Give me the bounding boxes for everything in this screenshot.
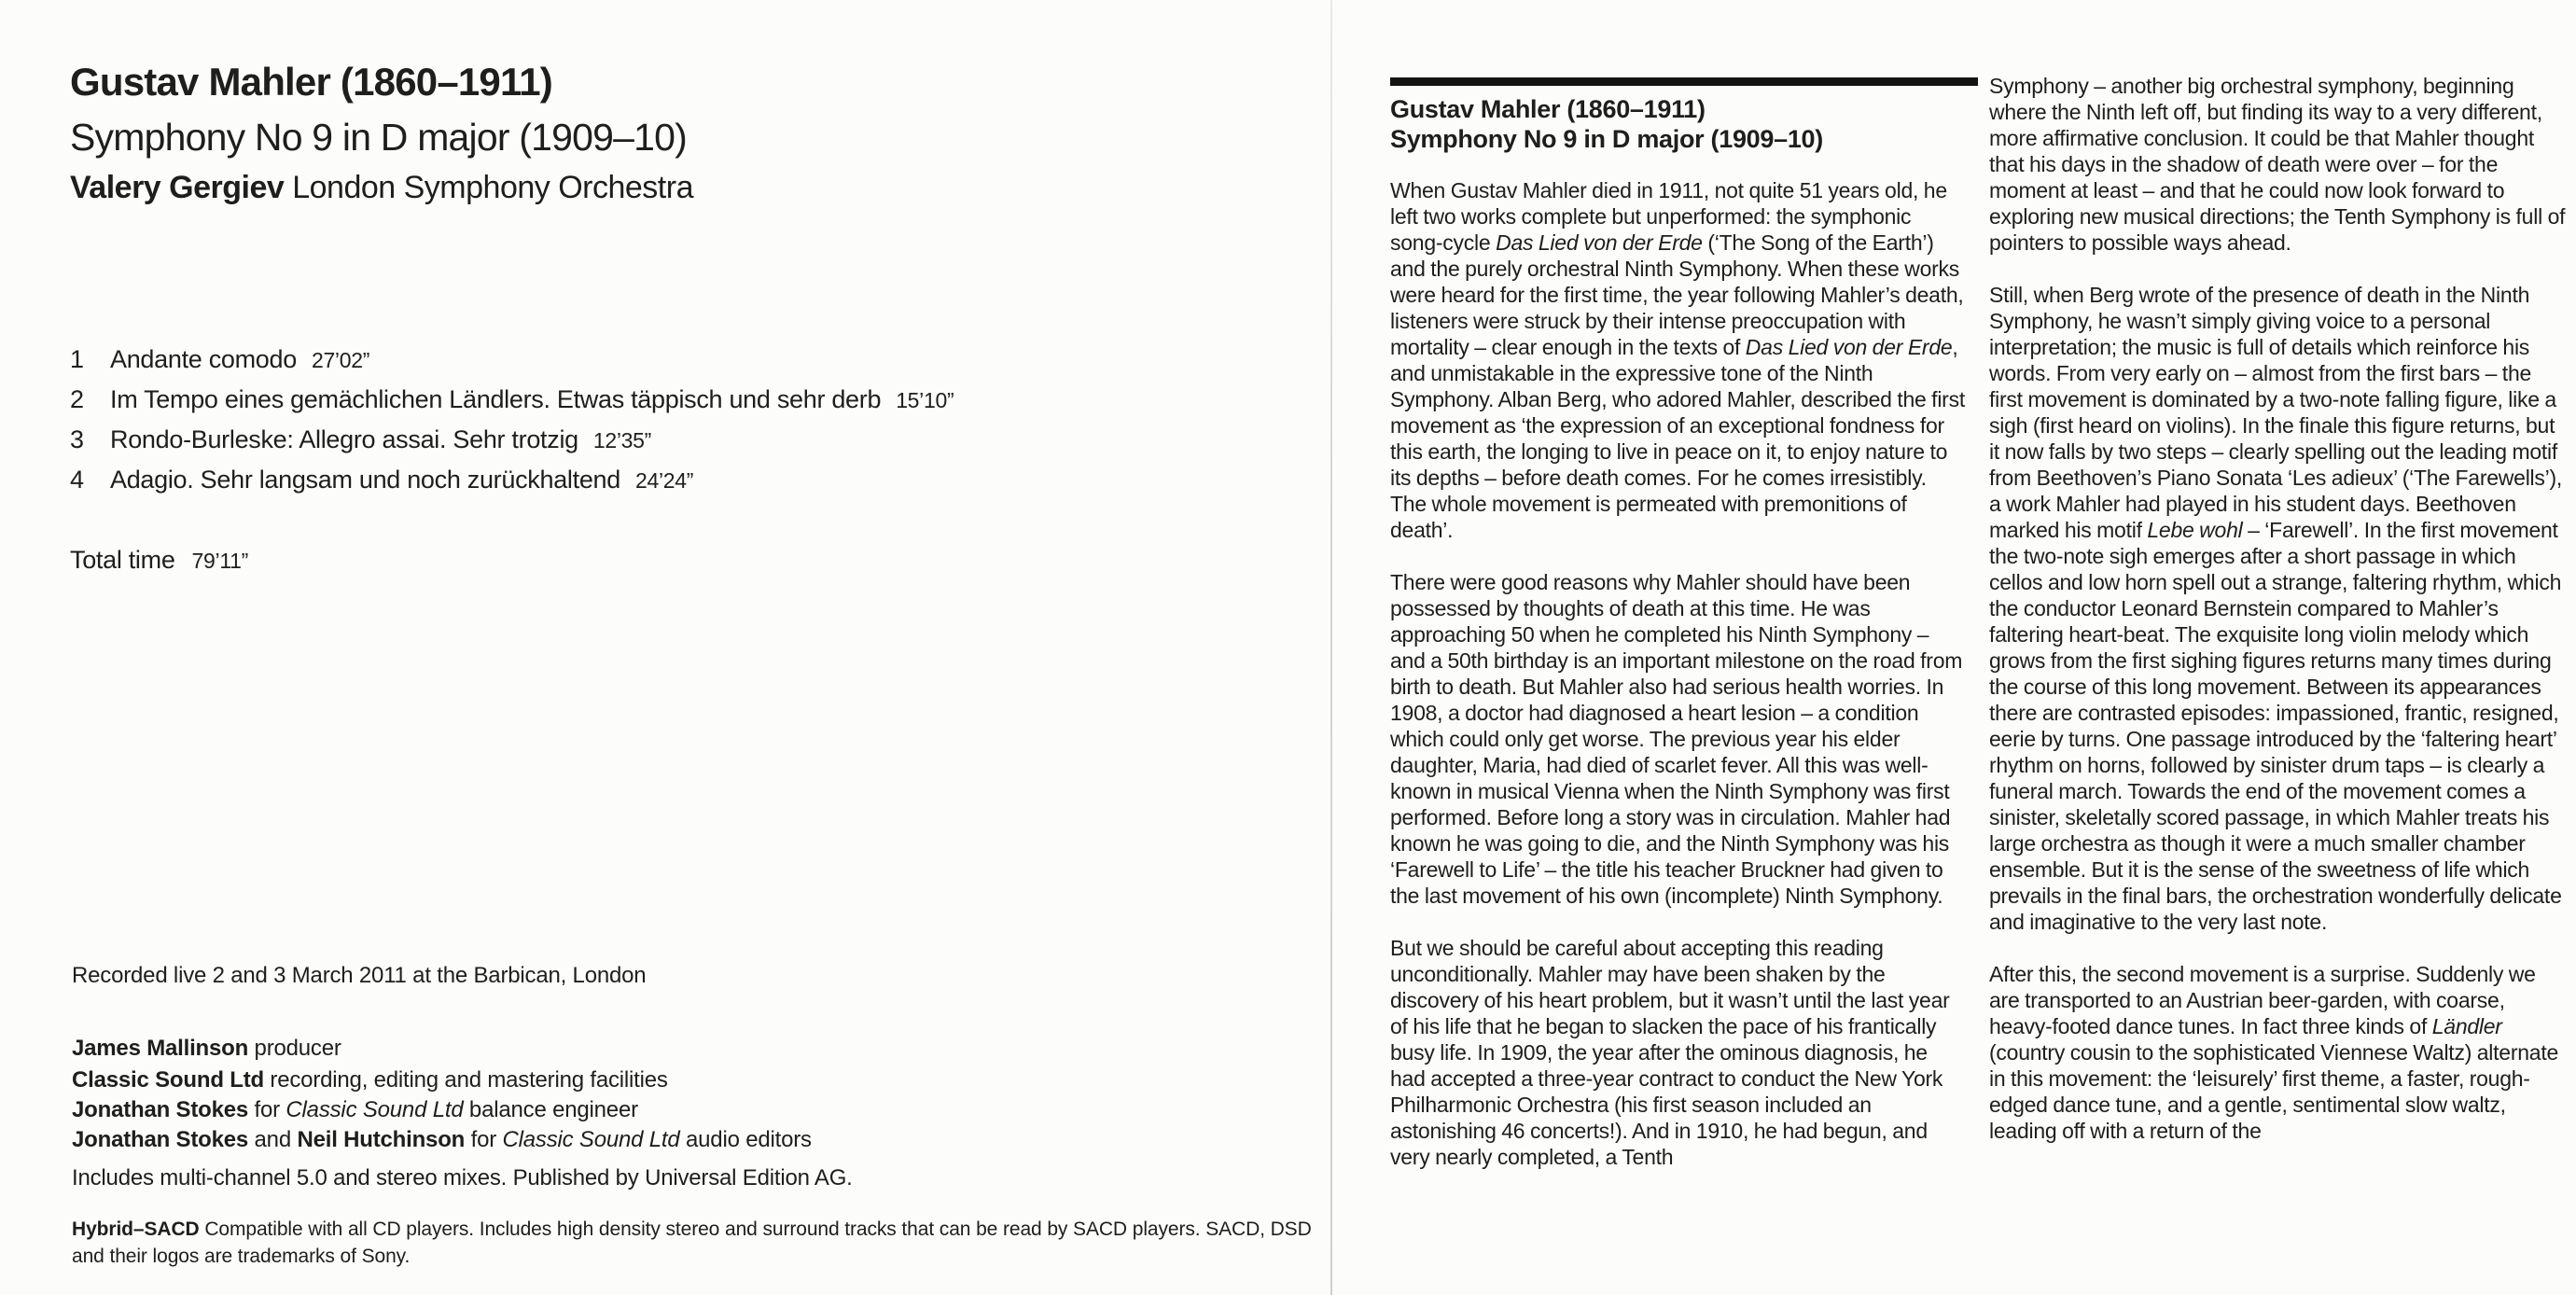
bold-text: Neil Hutchinson (297, 1127, 466, 1152)
bold-text: Jonathan Stokes (72, 1097, 249, 1122)
essay-heading-composer: Gustav Mahler (1860–1911) (1390, 95, 1706, 123)
essay-column-2 (1989, 73, 2568, 1170)
italic-text: Classic Sound Ltd (285, 1097, 464, 1122)
track-row (70, 425, 954, 466)
hybrid-sacd-note: Hybrid–SACD Compatible with all CD players. Includes high density stereo and surround tracks that can be read by SACD players. SACD, DSD and their logos are trademarks of Sony. (72, 1218, 1312, 1267)
track-row (70, 466, 954, 506)
essay-paragraph: But we should be careful about accepting this reading unconditionally. Mahler may have been shaken by the discovery of his heart problem, but it wasn’t until the last year of his life that he began to slacken the pace of his frantically busy life. In 1909, the year after the ominous diagnosis, he had accepted a three-year contract to conduct the New York Philharmonic Orchestra (his first season included an astonishing 46 concerts!). And in 1910, he had begun, and very nearly completed, a Tenth (1390, 936, 1950, 1169)
publishing-note: Includes multi-channel 5.0 and stereo mixes. Published by Universal Edition AG. (72, 1165, 853, 1191)
track-title: Adagio. Sehr langsam und noch zurückhaltend (110, 466, 620, 494)
italic-text: Classic Sound Ltd (502, 1127, 680, 1152)
performers-line: Valery Gergiev London Symphony Orchestra (70, 170, 693, 205)
essay-paragraph: After this, the second movement is a surprise. Suddenly we are transported to an Austrian beer-garden, with coarse, heavy-footed dance tunes. In fact three kinds of Ländler (country cousin to the sophisticated Viennese Waltz) alternate in this movement: the ‘leisurely’ first theme, a faster, rough-edged dance tune, and a gentle, sentimental slow waltz, leading off with a return of the (1989, 962, 2559, 1143)
composer-title: Gustav Mahler (1860–1911) (70, 60, 552, 104)
italic-text: Ländler (2431, 1014, 2502, 1038)
track-number: 2 (70, 385, 84, 413)
center-fold-line (1330, 0, 1332, 1295)
recording-note: Recorded live 2 and 3 March 2011 at the Barbican, London (72, 963, 647, 988)
track-title: Andante comodo (110, 345, 297, 373)
essay-heading-work: Symphony No 9 in D major (1909–10) (1390, 125, 1823, 153)
track-number: 4 (70, 466, 84, 494)
essay-heading (1390, 94, 1823, 154)
credit-line: Jonathan Stokes and Neil Hutchinson for Classic Sound Ltd audio editors (72, 1127, 812, 1152)
bold-text: Classic Sound Ltd (72, 1067, 264, 1093)
essay-top-rule (1390, 77, 1978, 86)
work-title: Symphony No 9 in D major (1909–10) (70, 116, 688, 159)
essay-column-1 (1390, 177, 1965, 1196)
essay-paragraph: Still, when Berg wrote of the presence of death in the Ninth Symphony, he wasn’t simply giving voice to a personal interpretation; the music is full of details which reinforce his words. From very early on – almost from the first bars – the first movement is dominated by a two-note falling figure, like a sigh (first heard on violins). In the finale this figure returns, but it now falls by two steps – clearly spelling out the leading motif from Beethoven’s Piano Sonata ‘Les adieux’ (‘The Farewells’), a work Mahler had played in his student days. Beethoven marked his motif Lebe wohl – ‘Farewell’. In the first movement the two-note sigh emerges after a short passage in which cellos and low horn spell out a strange, faltering rhythm, which the conductor Leonard Bernstein compared to Mahler’s faltering heart-beat. The exquisite long violin melody which grows from the first sighing figures returns many times during the course of this long movement. Between its appearances there are contrasted episodes: impassioned, frantic, resigned, eerie by turns. One passage introduced by the ‘faltering heart’ rhythm on horns, followed by sinister drum taps – is clearly a funeral march. Towards the end of the movement comes a sinister, skeletally scored passage, in which Mahler treats his large orchestra as though it were a much smaller chamber ensemble. But it is the sense of the sweetness of life which prevails in the final bars, the orchestration wonderfully delicate and imaginative to the very last note. (1989, 283, 2563, 934)
credit-line: Classic Sound Ltd recording, editing and mastering facilities (72, 1067, 668, 1093)
bold-text: Valery Gergiev (70, 170, 285, 205)
credit-line: Jonathan Stokes for Classic Sound Ltd balance engineer (72, 1097, 638, 1122)
total-time-label: Total time (70, 546, 175, 574)
italic-text: Das Lied von der Erde (1496, 230, 1703, 255)
track-number: 3 (70, 425, 84, 453)
total-time-row (70, 546, 248, 575)
track-title: Im Tempo eines gemächlichen Ländlers. Etwas täppisch und sehr derb (110, 385, 882, 413)
track-row (70, 385, 954, 425)
track-row (70, 345, 954, 385)
track-number: 1 (70, 345, 84, 373)
essay-paragraph: There were good reasons why Mahler should have been possessed by thoughts of death at this time. He was approaching 50 when he completed his Ninth Symphony – and a 50th birthday is an important milestone on the road from birth to death. But Mahler also had serious health worries. In 1908, a doctor had diagnosed a heart lesion – a condition which could only get worse. The previous year his elder daughter, Maria, had died of scarlet fever. All this was well-known in musical Vienna when the Ninth Symphony was first performed. Before long a story was in circulation. Mahler had known he was going to die, and the Ninth Symphony was his ‘Farewell to Life’ – the title his teacher Bruckner had given to the last movement of his own (incomplete) Ninth Symphony. (1390, 570, 1963, 908)
track-duration: 15’10” (896, 388, 954, 412)
production-credits (72, 1065, 812, 1155)
track-list (70, 345, 954, 506)
track-duration: 27’02” (311, 348, 370, 372)
bold-text: Jonathan Stokes (72, 1127, 249, 1152)
track-duration: 12’35” (592, 428, 651, 453)
producer-credit: James Mallinson producer (72, 1036, 341, 1061)
essay-paragraph: When Gustav Mahler died in 1911, not quite 51 years old, he left two works complete but unperformed: the symphonic song-cycle Das Lied von der Erde (‘The Song of the Earth’) and the purely orchestral Ninth Symphony. When these works were heard for the first time, the year following Mahler’s death, listeners were struck by their intense preoccupation with mortality – clear enough in the texts of Das Lied von der Erde, and unmistakable in the expressive tone of the Ninth Symphony. Alban Berg, who adored Mahler, described the first movement as ‘the expression of an exceptional fondness for this earth, the longing to live in peace on it, to enjoy nature to its depths – before death comes. For he comes irresistibly. The whole movement is permeated with premonitions of death’. (1390, 178, 1965, 542)
bold-text: James Mallinson (72, 1036, 249, 1061)
essay-paragraph: Symphony – another big orchestral symphony, beginning where the Ninth left off, but finding its way to a very different, more affirmative conclusion. It could be that Mahler thought that his days in the shadow of death were over – for the moment at least – and that he could now look forward to exploring new musical directions; the Tenth Symphony is full of pointers to possible ways ahead. (1989, 74, 2566, 255)
italic-text: Lebe wohl (2147, 518, 2243, 542)
total-time-value: 79’11” (191, 549, 248, 573)
italic-text: Das Lied von der Erde (1745, 335, 1953, 359)
track-duration: 24’24” (634, 468, 694, 493)
track-title: Rondo-Burleske: Allegro assai. Sehr trotzig (110, 425, 578, 453)
bold-text: Hybrid–SACD (72, 1218, 200, 1240)
